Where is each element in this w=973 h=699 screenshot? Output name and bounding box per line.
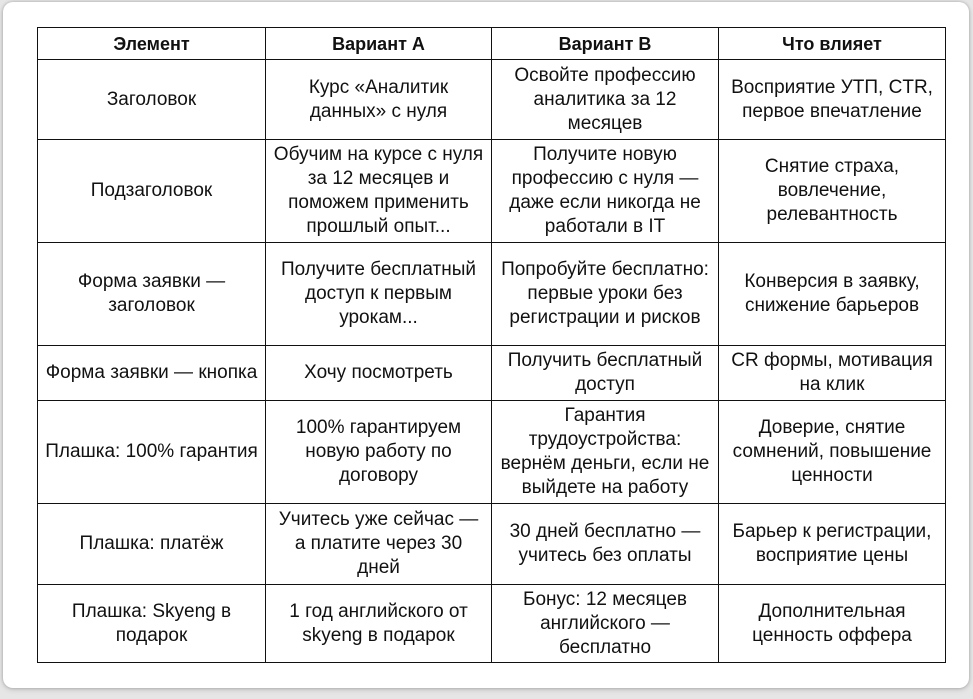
cell-variant-b: Освойте профессию аналитика за 12 месяцев	[492, 60, 719, 140]
header-impact: Что влияет	[719, 28, 946, 60]
cell-variant-b: Гарантия трудоустройства: вернём деньги, если не выйдете на работу	[492, 401, 719, 504]
cell-element: Плашка: 100% гарантия	[38, 401, 266, 504]
cell-variant-a: Обучим на курсе с нуля за 12 месяцев и поможем применить прошлый опыт...	[266, 140, 492, 243]
cell-variant-b: Получите новую профессию с нуля — даже если никогда не работали в IT	[492, 140, 719, 243]
table-header-row	[38, 28, 946, 60]
cell-impact: CR формы, мотивация на клик	[719, 346, 946, 401]
cell-variant-a: Получите бесплатный доступ к первым урокам...	[266, 243, 492, 346]
header-variant-b: Вариант B	[492, 28, 719, 60]
cell-impact: Доверие, снятие сомнений, повышение ценности	[719, 401, 946, 504]
table-row	[38, 346, 946, 401]
cell-element: Плашка: Skyeng в подарок	[38, 585, 266, 663]
cell-variant-a: 1 год английского от skyeng в подарок	[266, 585, 492, 663]
cell-element: Заголовок	[38, 60, 266, 140]
cell-variant-b: 30 дней бесплатно — учитесь без оплаты	[492, 504, 719, 585]
cell-variant-b: Получить бесплатный доступ	[492, 346, 719, 401]
cell-variant-b: Бонус: 12 месяцев английского — бесплатно	[492, 585, 719, 663]
header-element: Элемент	[38, 28, 266, 60]
cell-variant-a: 100% гарантируем новую работу по договору	[266, 401, 492, 504]
header-variant-a: Вариант A	[266, 28, 492, 60]
cell-element: Форма заявки — кнопка	[38, 346, 266, 401]
cell-impact: Дополнительная ценность оффера	[719, 585, 946, 663]
comparison-table	[37, 27, 946, 663]
cell-impact: Снятие страха, вовлечение, релевантность	[719, 140, 946, 243]
table-row	[38, 140, 946, 243]
table-card	[3, 2, 969, 688]
table-row	[38, 585, 946, 663]
table-row	[38, 504, 946, 585]
cell-variant-a: Учитесь уже сейчас — а платите через 30 дней	[266, 504, 492, 585]
cell-element: Форма заявки — заголовок	[38, 243, 266, 346]
cell-impact: Конверсия в заявку, снижение барьеров	[719, 243, 946, 346]
cell-variant-b: Попробуйте бесплатно: первые уроки без регистрации и рисков	[492, 243, 719, 346]
cell-impact: Восприятие УТП, CTR, первое впечатление	[719, 60, 946, 140]
cell-element: Подзаголовок	[38, 140, 266, 243]
table-row	[38, 243, 946, 346]
cell-variant-a: Курс «Аналитик данных» с нуля	[266, 60, 492, 140]
table-row	[38, 60, 946, 140]
table-row	[38, 401, 946, 504]
cell-element: Плашка: платёж	[38, 504, 266, 585]
cell-impact: Барьер к регистрации, восприятие цены	[719, 504, 946, 585]
cell-variant-a: Хочу посмотреть	[266, 346, 492, 401]
